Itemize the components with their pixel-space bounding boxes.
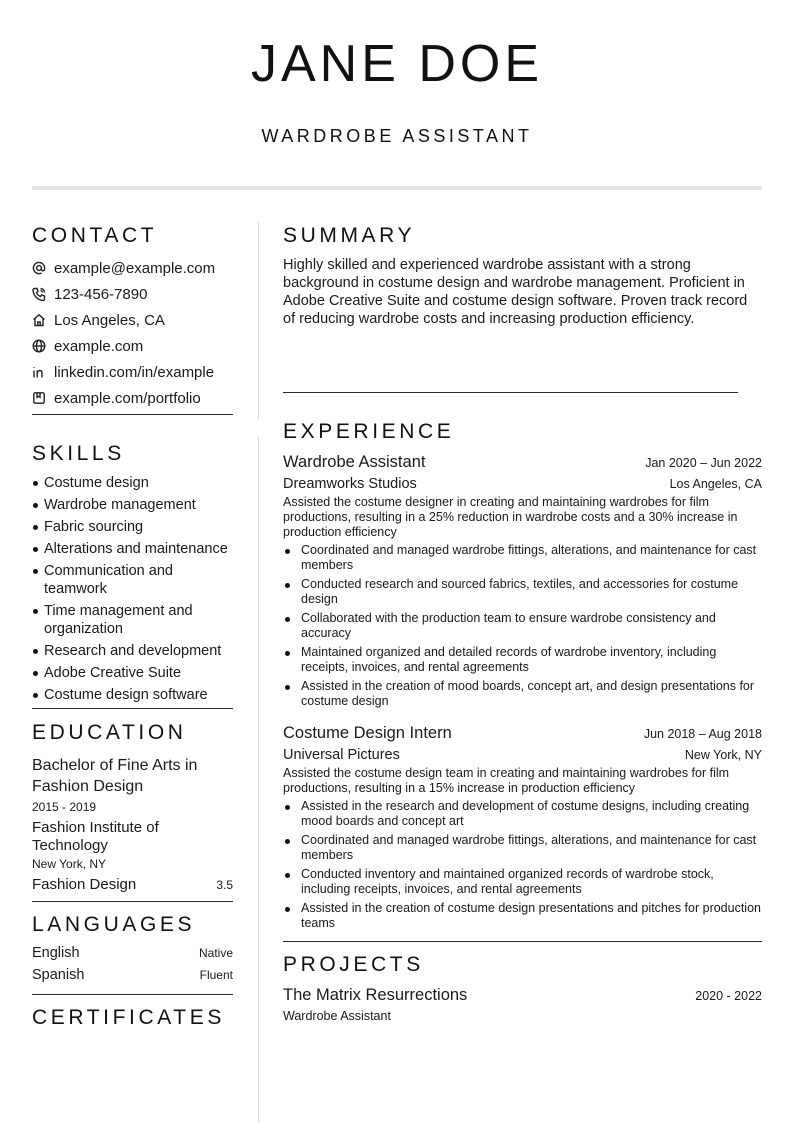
languages-list — [32, 942, 233, 986]
summary-section — [283, 222, 762, 393]
projects-section — [283, 951, 762, 1024]
candidate-name: JANE DOE — [250, 35, 544, 93]
job-description: Assisted the costume designer in creating and maintaining wardrobes for film productions, resulting in a 25% reduction in wardrobe costs and a 30% increase in production efficiency — [283, 495, 738, 539]
job-bullet: Assisted in the creation of costume design presentations and pitches for production teams — [283, 901, 762, 931]
job-bullet: Collaborated with the production team to ensure wardrobe consistency and accuracy — [283, 611, 762, 641]
job-bullet: Maintained organized and detailed records of wardrobe inventory, including receipts, invoices, and rental agreements — [283, 645, 762, 675]
contact-linkedin-text: linkedin.com/in/example — [54, 363, 215, 381]
job-subheader — [283, 475, 762, 493]
contact-phone[interactable] — [32, 281, 233, 307]
job-bullet: Assisted in the creation of mood boards, concept art, and design presentations for costume design — [283, 679, 762, 709]
job-description: Assisted the costume design team in creating and maintaining wardrobes for film productions, resulting in a 15% increase in production efficiency — [283, 766, 730, 795]
column-divider-bottom — [258, 436, 259, 1123]
contact-portfolio-text: example.com/portfolio — [54, 389, 201, 407]
job-bullet: Assisted in the research and development of costume designs, including creating mood boards and concept art — [283, 799, 762, 829]
education-divider — [32, 901, 233, 902]
candidate-title: WARDROBE ASSISTANT — [261, 126, 533, 146]
portfolio-icon — [32, 391, 46, 405]
contact-phone-text: 123-456-7890 — [54, 285, 148, 303]
job-dates: Jan 2020 – Jun 2022 — [645, 456, 762, 470]
language-name: English — [32, 945, 80, 961]
project-dates: 2020 - 2022 — [695, 989, 762, 1003]
contact-email-text: example@example.com — [54, 259, 216, 277]
project-role: Wardrobe Assistant — [283, 1009, 391, 1023]
experience-divider — [283, 941, 762, 942]
contact-portfolio[interactable] — [32, 385, 233, 411]
contact-list — [32, 255, 233, 411]
contact-website[interactable] — [32, 333, 233, 359]
job-bullet: Coordinated and managed wardrobe fittings, alterations, and maintenance for cast members — [283, 543, 762, 573]
skill-item: Costume design — [32, 474, 233, 492]
summary-text: Highly skilled and experienced wardrobe assistant with a strong background in costume design and wardrobe management. Proficient in Adobe Creative Suite and costume design software. Proven track record of reducing wardrobe costs and increasing production efficiency. — [283, 257, 748, 327]
at-icon — [32, 261, 46, 275]
education-location: New York, NY — [32, 857, 107, 871]
job-company: Dreamworks Studios — [283, 476, 417, 492]
job-header — [283, 723, 762, 743]
job-company: Universal Pictures — [283, 747, 400, 763]
job-bullet: Conducted inventory and maintained organized records of wardrobe stock, including receipts, invoices, and rental agreements — [283, 867, 762, 897]
project-header — [283, 985, 762, 1005]
languages-section — [32, 911, 233, 995]
education-field-row — [32, 876, 233, 893]
language-level: Fluent — [199, 968, 233, 982]
left-column — [32, 222, 233, 1032]
certificates-heading: CERTIFICATES — [32, 1006, 225, 1029]
education-years: 2015 - 2019 — [32, 800, 97, 814]
job-bullets — [283, 543, 762, 709]
right-column — [283, 222, 762, 1024]
job-dates: Jun 2018 – Aug 2018 — [643, 727, 762, 741]
job-title: Costume Design Intern — [283, 724, 452, 742]
project-entry — [283, 985, 762, 1024]
job-entry — [283, 723, 762, 931]
contact-divider — [32, 414, 233, 415]
skill-item: Costume design software — [32, 686, 233, 704]
contact-location — [32, 307, 233, 333]
job-bullet: Coordinated and managed wardrobe fittings, alterations, and maintenance for cast members — [283, 833, 762, 863]
home-icon — [32, 313, 46, 327]
summary-heading: SUMMARY — [283, 224, 416, 247]
contact-linkedin[interactable] — [32, 359, 233, 385]
contact-website-text: example.com — [54, 337, 144, 355]
education-degree: Bachelor of Fine Arts in Fashion Design — [32, 757, 198, 795]
column-divider-top — [258, 222, 259, 420]
skills-heading: SKILLS — [32, 442, 125, 465]
certificates-section — [32, 1004, 233, 1032]
job-location: Los Angeles, CA — [669, 477, 762, 491]
job-entry — [283, 452, 762, 709]
projects-heading: PROJECTS — [283, 953, 424, 976]
skill-item: Adobe Creative Suite — [32, 664, 233, 682]
skills-list — [32, 474, 233, 704]
languages-divider — [32, 994, 233, 995]
language-row — [32, 942, 233, 964]
skills-divider — [32, 708, 233, 709]
job-subheader — [283, 746, 762, 764]
language-row — [32, 964, 233, 986]
job-header — [283, 452, 762, 472]
skill-item: Research and development — [32, 642, 233, 660]
linkedin-icon — [32, 365, 46, 379]
job-bullet: Conducted research and sourced fabrics, textiles, and accessories for costume design — [283, 577, 762, 607]
phone-icon — [32, 287, 46, 301]
skill-item: Wardrobe management — [32, 496, 233, 514]
contact-location-text: Los Angeles, CA — [54, 311, 165, 329]
job-location: New York, NY — [684, 748, 762, 762]
skill-item: Communication and teamwork — [32, 562, 233, 598]
header-divider — [32, 186, 762, 190]
languages-heading: LANGUAGES — [32, 913, 196, 936]
experience-section — [283, 418, 762, 942]
globe-icon — [32, 339, 46, 353]
education-heading: EDUCATION — [32, 721, 187, 744]
contact-heading: CONTACT — [32, 224, 158, 247]
skill-item: Time management and organization — [32, 602, 233, 638]
education-school: Fashion Institute of Technology — [32, 819, 159, 854]
skill-item: Fabric sourcing — [32, 518, 233, 536]
language-name: Spanish — [32, 967, 85, 983]
experience-heading: EXPERIENCE — [283, 420, 455, 443]
skill-item: Alterations and maintenance — [32, 540, 233, 558]
language-level: Native — [198, 946, 233, 960]
skills-section — [32, 440, 233, 709]
job-bullets — [283, 799, 762, 931]
job-title: Wardrobe Assistant — [283, 453, 426, 471]
contact-email[interactable] — [32, 255, 233, 281]
education-field: Fashion Design — [32, 876, 137, 893]
project-title: The Matrix Resurrections — [283, 986, 468, 1004]
summary-divider — [283, 392, 738, 393]
education-gpa: 3.5 — [216, 878, 233, 892]
education-section — [32, 719, 233, 902]
contact-section — [32, 222, 233, 415]
